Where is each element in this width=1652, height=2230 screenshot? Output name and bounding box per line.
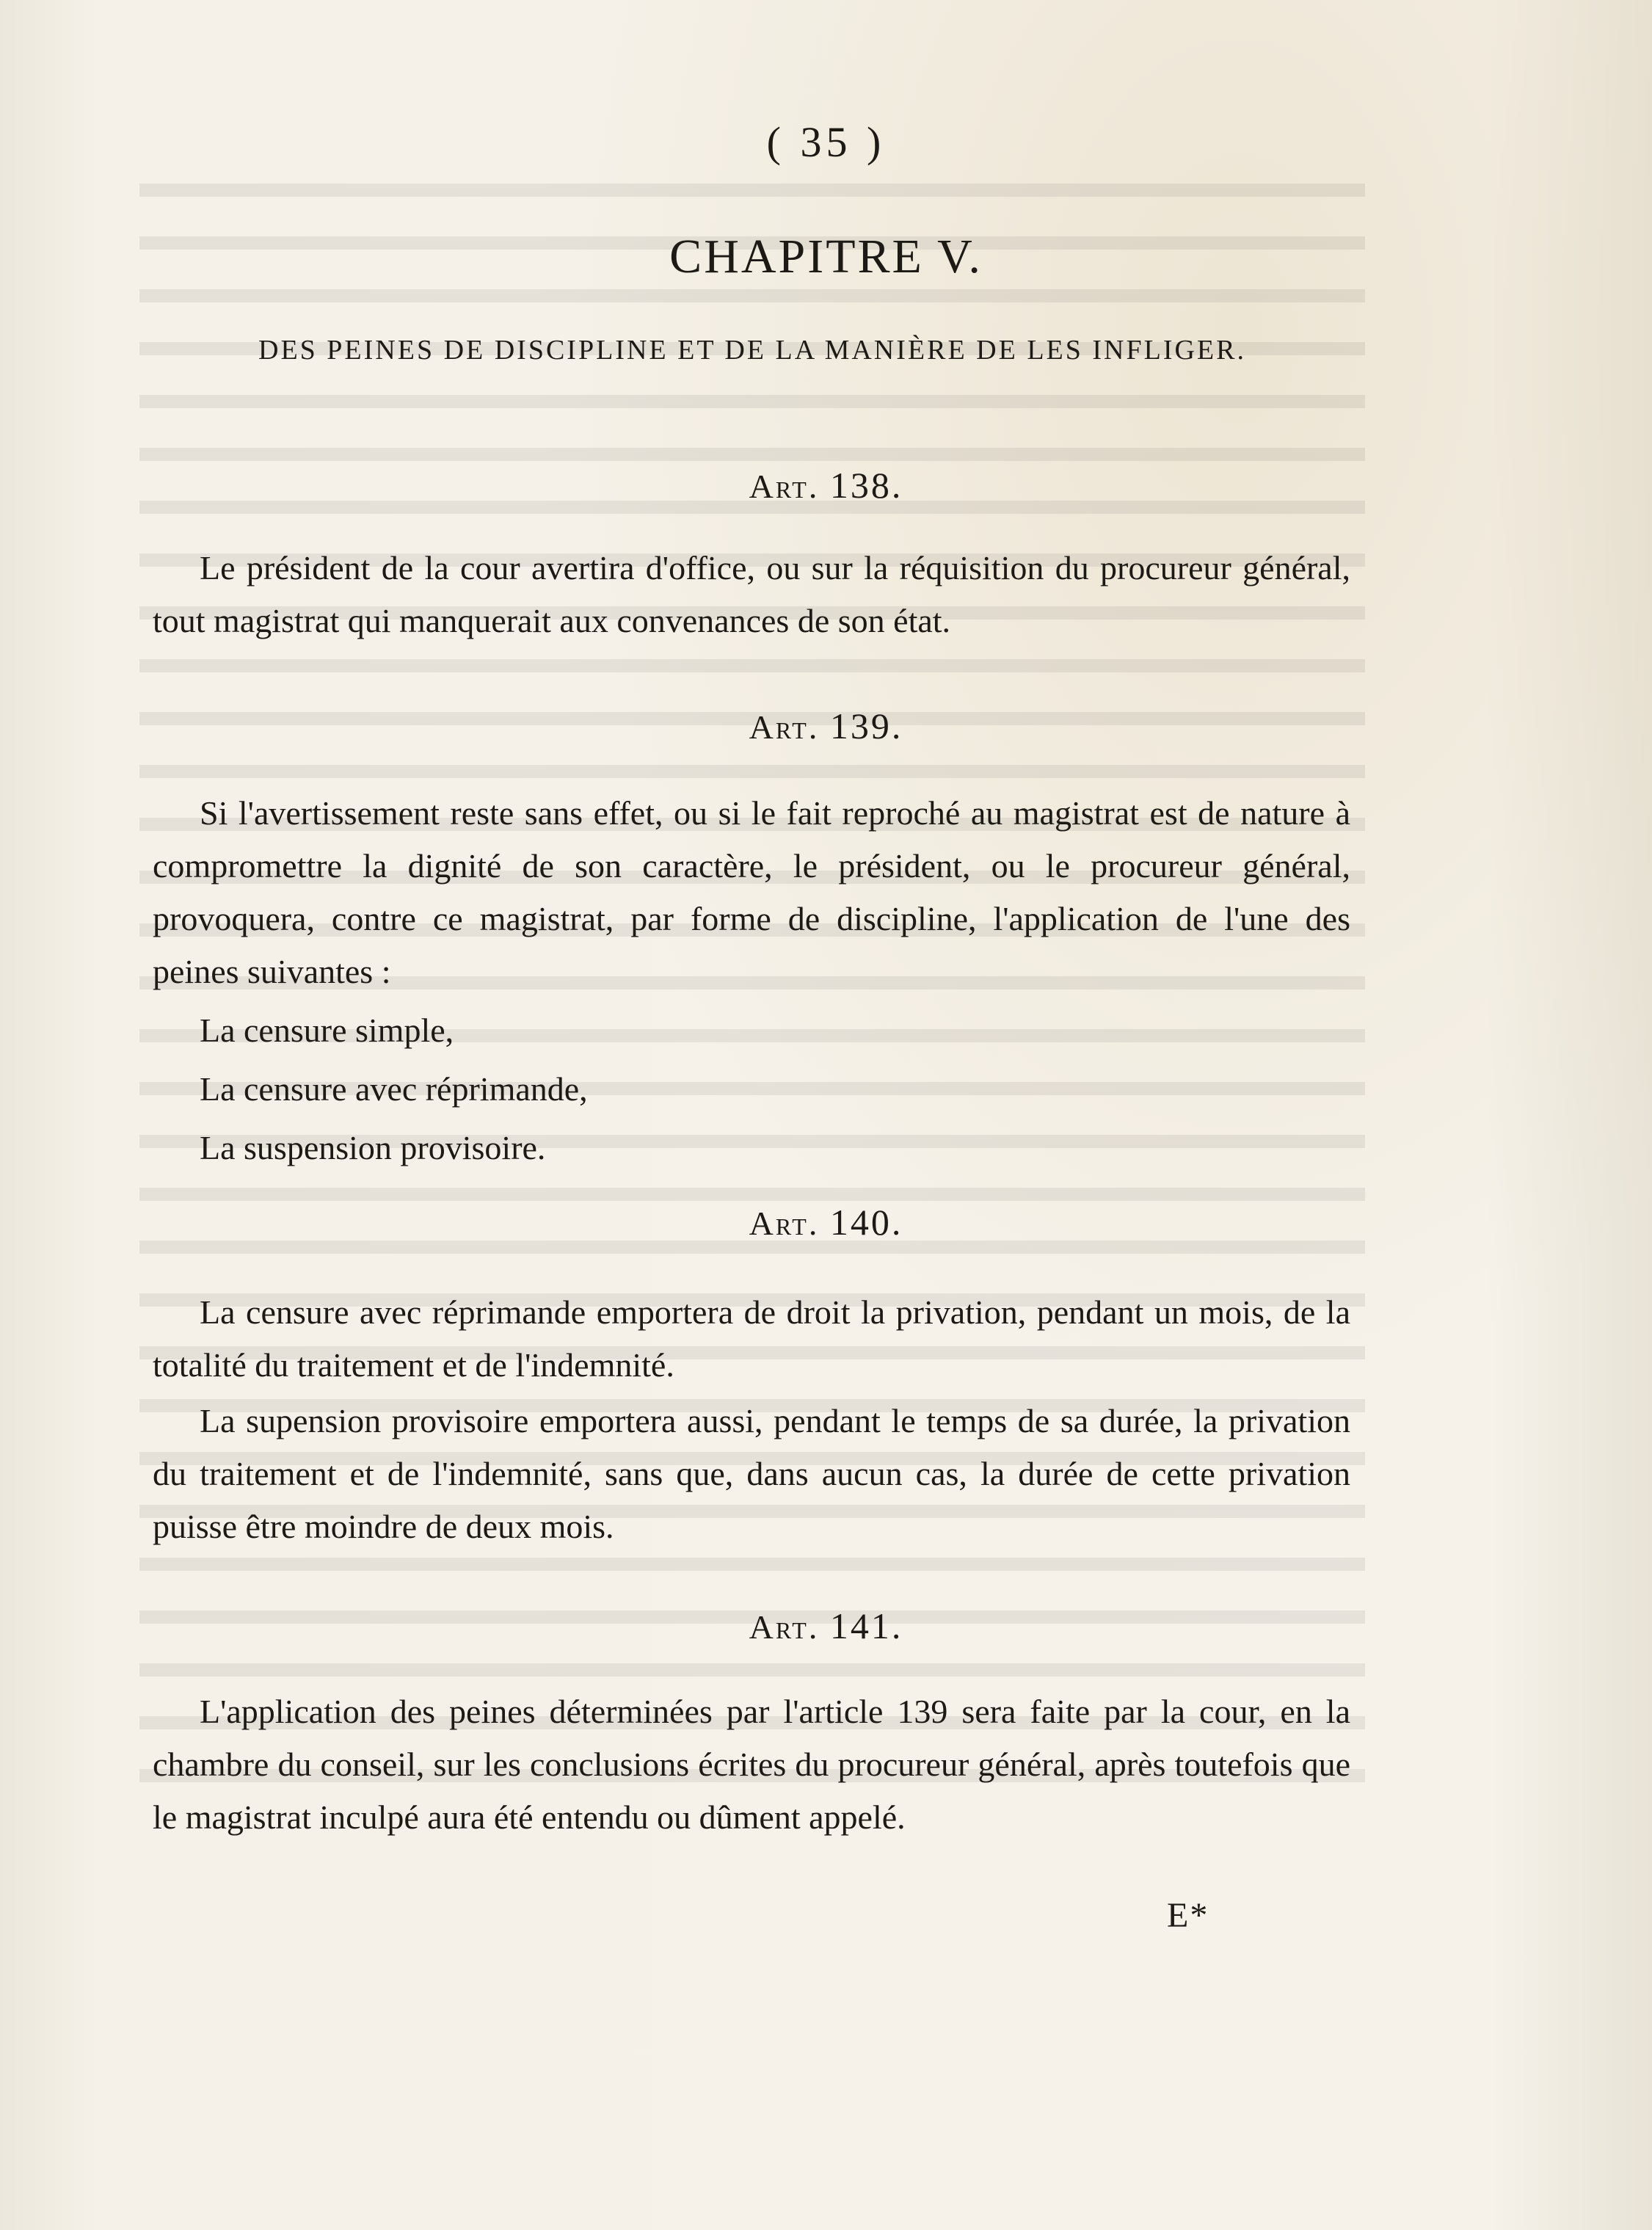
article-paragraph: La supension provisoire emportera aussi, pendant le temps de sa durée, la privation du traitement et de l'indemnité, sans que, dans aucun cas, la durée de cette privation puisse être moindre de deux mois. (153, 1402, 1350, 1545)
article-number: 140. (829, 1202, 903, 1243)
article-number: 138. (829, 465, 903, 506)
article-label: Art. (749, 1205, 820, 1242)
signature-mark: E* (1167, 1896, 1209, 1935)
list-item: La censure simple, (200, 1012, 454, 1049)
article-heading (0, 705, 1652, 747)
article-number: 139. (829, 705, 903, 747)
article-paragraph: Si l'avertissement reste sans effet, ou si le fait reproché au magistrat est de nature à compromettre la dignité de son caractère, le président, ou le procureur général, provoquera, contre ce magistrat, par forme de discipline, l'application de l'une des peines suivantes : (153, 794, 1350, 990)
article-heading (0, 1605, 1652, 1647)
list-item: La censure avec réprimande, (200, 1070, 588, 1108)
list-item: La suspension provisoire. (200, 1129, 546, 1166)
article-heading (0, 1201, 1652, 1243)
article-heading (0, 464, 1652, 506)
chapter-subtitle: DES PEINES DE DISCIPLINE ET DE LA MANIÈRE DE LES INFLIGER. (258, 335, 1246, 366)
article-paragraph: L'application des peines déterminées par l'article 139 sera faite par la cour, en la chambre du conseil, sur les conclusions écrites du procureur général, après toutefois que le magistrat inculpé aura été entendu ou dûment appelé. (153, 1693, 1350, 1836)
chapter-title: CHAPITRE V. (669, 230, 983, 283)
article-label: Art. (749, 1608, 820, 1646)
article-number: 141. (829, 1605, 903, 1646)
article-label: Art. (749, 708, 820, 746)
article-paragraph: La censure avec réprimande emportera de droit la privation, pendant un mois, de la totalité du traitement et de l'indemnité. (153, 1293, 1350, 1384)
article-label: Art. (749, 468, 820, 505)
article-paragraph: Le président de la cour avertira d'office, ou sur la réquisition du procureur général, tout magistrat qui manquerait aux convenances de son état. (153, 549, 1350, 639)
page-number: ( 35 ) (766, 118, 886, 166)
